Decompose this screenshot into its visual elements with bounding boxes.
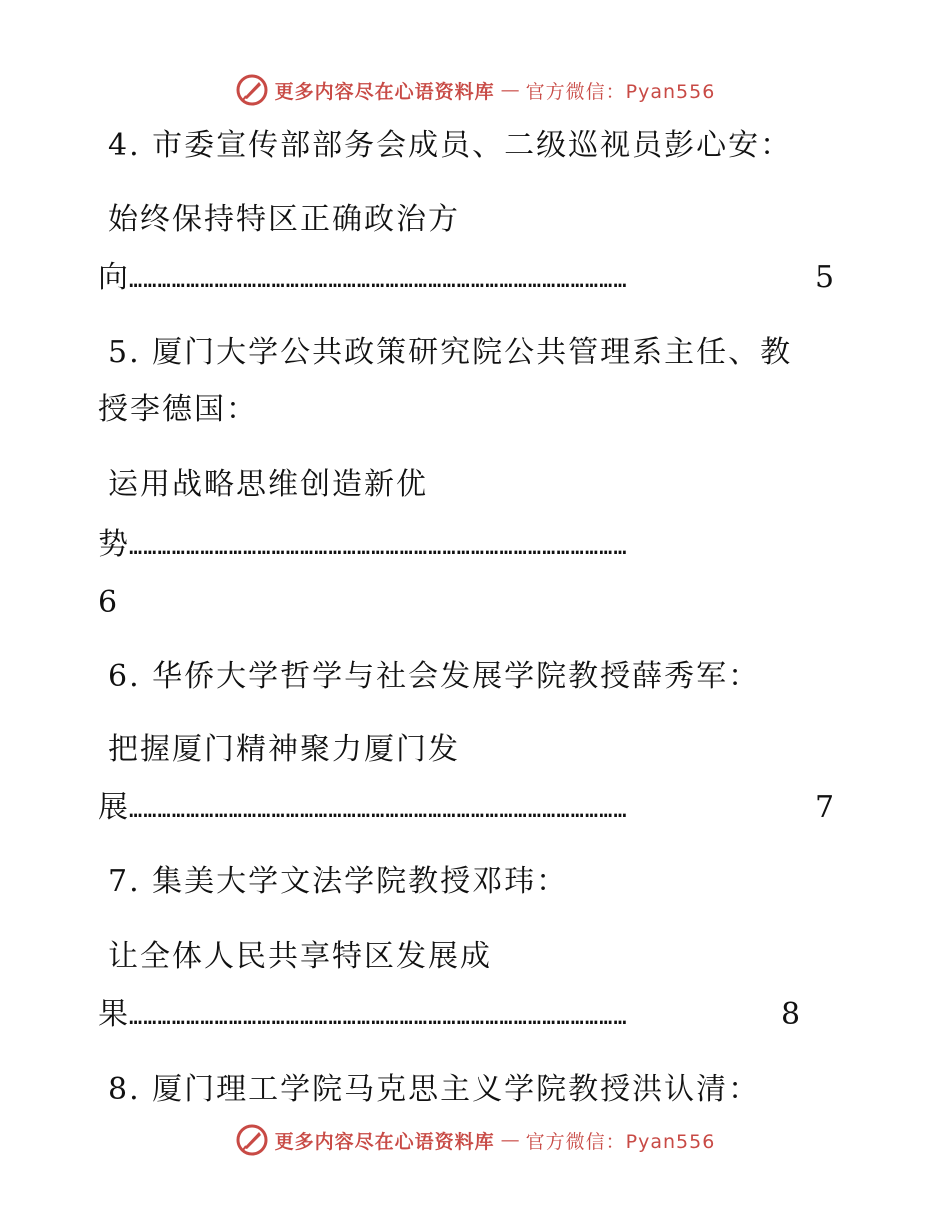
toc-entry-7-title: 让全体人民共享特区发展成 <box>108 939 492 974</box>
toc-entry-6-heading: 6. 华侨大学哲学与社会发展学院教授薛秀军： <box>108 659 761 694</box>
toc-entry-4-title: 始终保持特区正确政治方 <box>108 202 460 237</box>
watermark-brand: 更多内容尽在心语资料库 <box>274 80 495 103</box>
toc-entry-5-tail: 势 <box>98 527 129 562</box>
dot-leader: …………………………………………………………………………………………… <box>129 798 628 823</box>
toc-entry-6-title: 把握厦门精神聚力厦门发 <box>108 732 460 767</box>
toc-entry-8-heading: 8. 厦门理工学院马克思主义学院教授洪认清： <box>108 1072 761 1107</box>
toc-entry-7-heading: 7. 集美大学文法学院教授邓玮： <box>108 864 569 899</box>
dot-leader: …………………………………………………………………………………………… <box>129 535 628 560</box>
watermark-footer <box>0 1120 950 1160</box>
watermark-separator: — <box>500 1129 520 1151</box>
toc-entry-4-heading: 4. 市委宣传部部务会成员、二级巡视员彭心安： <box>108 128 793 163</box>
toc-entry-6-page: 7 <box>815 790 835 825</box>
watermark-contact: 官方微信：Pyan556 <box>525 1130 716 1153</box>
toc-entry-4-page: 5 <box>815 260 835 295</box>
toc-entry-5-title: 运用战略思维创造新优 <box>108 467 428 502</box>
watermark-contact: 官方微信：Pyan556 <box>525 80 716 103</box>
toc-entry-7-page: 8 <box>781 997 801 1032</box>
toc-entry-6-leader-row[interactable] <box>98 788 834 831</box>
dot-leader: …………………………………………………………………………………………… <box>129 268 628 293</box>
toc-entry-6-tail: 展 <box>98 790 129 825</box>
quill-logo-icon <box>235 1123 269 1157</box>
toc-entry-7-leader-row[interactable] <box>98 995 800 1038</box>
watermark-header <box>0 70 950 110</box>
toc-entry-5-leader-row[interactable] <box>98 525 839 568</box>
dot-leader: …………………………………………………………………………………………… <box>129 1005 628 1030</box>
toc-entry-5-heading-cont: 授李德国： <box>98 392 258 427</box>
watermark-separator: — <box>500 79 520 101</box>
toc-entry-5-page: 6 <box>98 585 120 620</box>
toc-entry-4-leader-row[interactable] <box>98 258 834 301</box>
watermark-brand: 更多内容尽在心语资料库 <box>274 1130 495 1153</box>
quill-logo-icon <box>235 73 269 107</box>
toc-entry-7-tail: 果 <box>98 997 129 1032</box>
toc-entry-4-tail: 向 <box>98 260 129 295</box>
toc-entry-5-heading: 5. 厦门大学公共政策研究院公共管理系主任、教 <box>108 335 793 370</box>
